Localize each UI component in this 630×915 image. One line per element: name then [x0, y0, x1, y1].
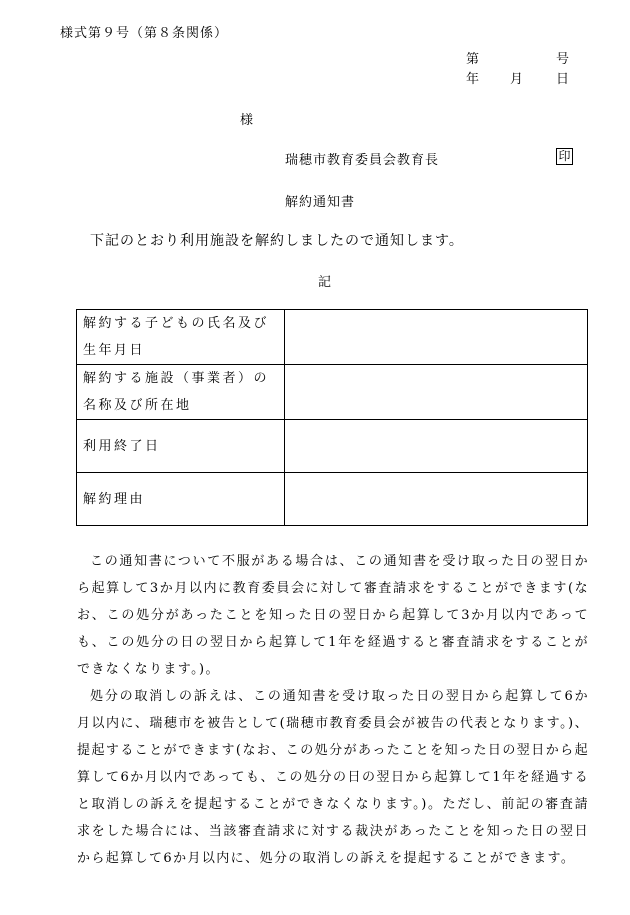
seal-mark: 印 — [556, 148, 573, 165]
table-row — [77, 420, 588, 473]
date-year-label: 年 — [466, 72, 481, 87]
intro-text: 下記のとおり利用施設を解約しましたので通知します。 — [90, 233, 464, 249]
row-value — [285, 310, 588, 365]
row-label: 解約理由 — [77, 473, 285, 526]
row-value — [285, 473, 588, 526]
date-day-label: 日 — [556, 72, 571, 87]
row-value — [285, 420, 588, 473]
document-title: 解約通知書 — [285, 195, 356, 210]
info-table — [76, 309, 588, 526]
notes-section — [77, 548, 589, 872]
lawsuit-notice-paragraph: 処分の取消しの訴えは、この通知書を受け取った日の翌日から起算して6か月以内に、瑞穂市を被告として(瑞穂市教育委員会が被告の代表となります。)、提起することができます(なお、この処分があったことを知った日の翌日から起算して6か月以内であっても、この処分の日の翌日から起算して1年を経過すると取消しの訴えを提起することができなくなります。)。ただし、前記の審査請求をした場合には、当該審査請求に対する裁決があったことを知った日の翌日から起算して6か月以内に、処分の取消しの訴えを提起することができます。 — [77, 689, 589, 866]
recipient-honorific: 様 — [240, 113, 255, 128]
form-number: 様式第９号（第８条関係） — [60, 26, 229, 41]
appeal-notice-paragraph: この通知書について不服がある場合は、この通知書を受け取った日の翌日から起算して3か月以内に教育委員会に対して審査請求をすることができます(なお、この処分があったことを知った日の翌日から起算して3か月以内であっても、この処分の日の翌日から起算して1年を経過すると審査請求をすることができなくなります。)。 — [77, 554, 589, 677]
document-number-suffix: 号 — [556, 52, 571, 67]
table-row — [77, 365, 588, 420]
ki-heading: 記 — [318, 275, 333, 290]
row-value — [285, 365, 588, 420]
row-label: 利用終了日 — [77, 420, 285, 473]
date-month-label: 月 — [510, 72, 525, 87]
document-number-label: 第 — [466, 52, 481, 67]
issuer-name: 瑞穂市教育委員会教育長 — [285, 153, 440, 168]
row-label: 解約する施設（事業者）の名称及び所在地 — [77, 365, 285, 420]
row-label: 解約する子どもの氏名及び生年月日 — [77, 310, 285, 365]
table-row — [77, 310, 588, 365]
table-row — [77, 473, 588, 526]
